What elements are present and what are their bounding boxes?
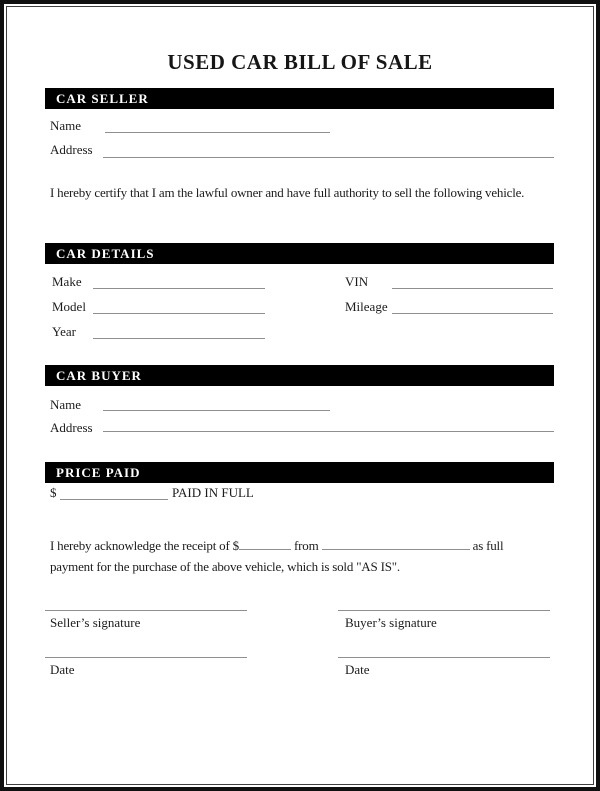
certify-statement: I hereby certify that I am the lawful owner and have full authority to sell the following vehicle. [50, 185, 525, 200]
model-label: Model [52, 299, 86, 314]
seller-name-line [105, 132, 330, 133]
buyer-address-label: Address [50, 420, 93, 435]
year-label: Year [52, 324, 76, 339]
acknowledgment-part3: as full [472, 538, 504, 553]
seller-address-line [103, 157, 554, 158]
document-title: USED CAR BILL OF SALE [167, 50, 433, 74]
seller-date-line [45, 657, 247, 658]
vin-label: VIN [345, 274, 369, 289]
section-header-car-details: CAR DETAILS [45, 243, 554, 264]
year-line [93, 338, 265, 339]
seller-address-label: Address [50, 142, 93, 157]
paid-in-full-label: PAID IN FULL [172, 485, 254, 500]
seller-date-label: Date [50, 662, 75, 677]
buyer-date-line [338, 657, 550, 658]
buyer-date-label: Date [345, 662, 370, 677]
make-label: Make [52, 274, 82, 289]
receipt-amount-blank [239, 537, 291, 550]
currency-symbol: $ [50, 485, 57, 500]
price-amount-line [60, 499, 168, 500]
seller-signature-label: Seller’s signature [50, 615, 141, 630]
buyer-name-line [103, 410, 330, 411]
model-line [93, 313, 265, 314]
buyer-signature-line [338, 610, 550, 611]
buyer-address-line [103, 431, 554, 432]
acknowledgment-part1: I hereby acknowledge the receipt of $ [50, 538, 239, 553]
section-header-car-seller: CAR SELLER [45, 88, 554, 109]
acknowledgment-line2: payment for the purchase of the above vehicle, which is sold "AS IS". [50, 559, 400, 574]
payer-name-blank [322, 537, 470, 550]
acknowledgment-part2: from [294, 538, 319, 553]
section-header-car-buyer: CAR BUYER [45, 365, 554, 386]
section-header-price-paid: PRICE PAID [45, 462, 554, 483]
make-line [93, 288, 265, 289]
mileage-line [392, 313, 553, 314]
buyer-signature-label: Buyer’s signature [345, 615, 437, 630]
seller-name-label: Name [50, 118, 82, 133]
document-page [6, 6, 594, 785]
mileage-label: Mileage [345, 299, 388, 314]
vin-line [392, 288, 553, 289]
acknowledgment-line1 [50, 537, 503, 554]
seller-signature-line [45, 610, 247, 611]
buyer-name-label: Name [50, 397, 82, 412]
